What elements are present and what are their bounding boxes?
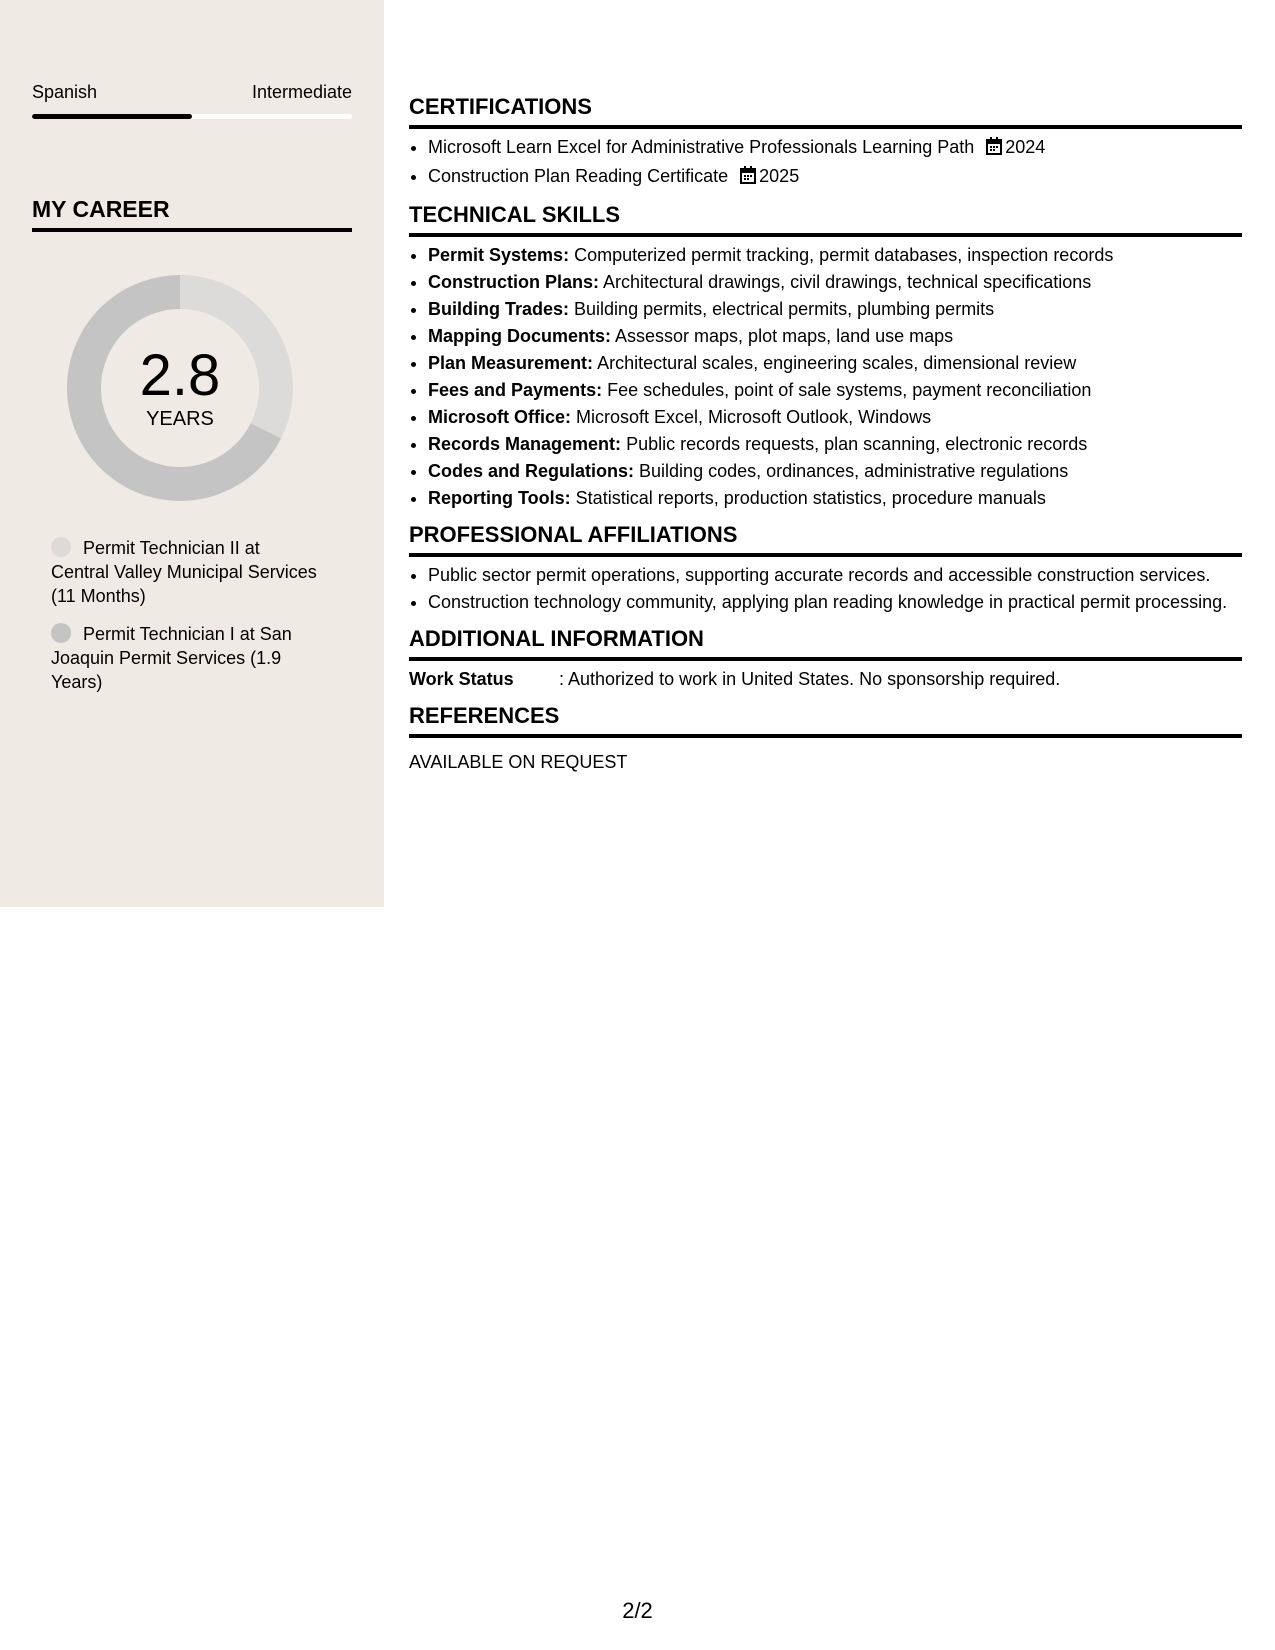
affiliations-list (409, 563, 1242, 614)
certification-item (428, 164, 1242, 190)
affiliations-section (409, 522, 1242, 614)
affiliation-item: • Construction technology community, applying plan reading knowledge in practical permit processing. (428, 590, 1242, 614)
skill-text: Computerized permit tracking, permit databases, inspection records (574, 245, 1114, 265)
career-total-unit: YEARS (146, 407, 214, 430)
certification-name: Construction Plan Reading Certificate (428, 166, 729, 186)
additional-information-section (409, 626, 1242, 691)
career-item-text: Permit Technician I at San Joaquin Permit Services (1.9 Years) (51, 624, 292, 692)
skill-label: Construction Plans: (428, 272, 600, 292)
certification-year: 2024 (1005, 137, 1046, 157)
skill-item (428, 270, 1242, 294)
certifications-list (409, 135, 1242, 190)
skill-text: Building permits, electrical permits, plumbing permits (574, 299, 995, 319)
skill-text: Architectural drawings, civil drawings, technical specifications (603, 272, 1092, 292)
work-status-row (409, 667, 1242, 691)
affiliation-item: • Public sector permit operations, supporting accurate records and accessible construction services. (428, 563, 1242, 587)
technical-skills-section (409, 202, 1242, 510)
skill-text: Assessor maps, plot maps, land use maps (615, 326, 954, 346)
additional-information-title: ADDITIONAL INFORMATION (409, 626, 1242, 661)
career-legend-dot-icon (51, 537, 71, 557)
certification-name: Microsoft Learn Excel for Administrative Professionals Learning Path (428, 137, 975, 157)
skill-label: Mapping Documents: (428, 326, 611, 346)
technical-skills-title: TECHNICAL SKILLS (409, 202, 1242, 237)
language-row (32, 82, 352, 103)
sidebar (0, 0, 384, 907)
skill-label: Records Management: (428, 434, 622, 454)
skill-text: Fee schedules, point of sale systems, payment reconciliation (607, 380, 1092, 400)
language-proficiency-fill (32, 114, 192, 119)
calendar-icon (740, 166, 756, 190)
page-number: 2/2 (622, 1598, 653, 1623)
references-section (409, 703, 1242, 774)
skill-item (428, 378, 1242, 402)
affiliations-title: PROFESSIONAL AFFILIATIONS (409, 522, 1242, 557)
calendar-icon (986, 137, 1002, 161)
skill-item (428, 243, 1242, 267)
career-item (51, 622, 321, 694)
career-list (51, 536, 321, 708)
skill-text: Statistical reports, production statistics, procedure manuals (575, 488, 1046, 508)
certifications-title: CERTIFICATIONS (409, 94, 1242, 129)
skill-item (428, 405, 1242, 429)
career-heading: MY CAREER (32, 196, 352, 232)
skill-item (428, 432, 1242, 456)
language-name: Spanish (32, 82, 98, 102)
references-text: AVAILABLE ON REQUEST (409, 752, 628, 772)
skill-label: Building Trades: (428, 299, 570, 319)
references-title: REFERENCES (409, 703, 1242, 738)
skill-text: Microsoft Excel, Microsoft Outlook, Windows (576, 407, 932, 427)
skill-label: Reporting Tools: (428, 488, 571, 508)
skill-item (428, 351, 1242, 375)
work-status-label: Work Status (409, 669, 514, 689)
work-status-value: : Authorized to work in United States. No sponsorship required. (559, 669, 1061, 689)
certifications-section (409, 94, 1242, 190)
skill-text: Architectural scales, engineering scales, dimensional review (597, 353, 1077, 373)
certification-item (428, 135, 1242, 161)
certification-year: 2025 (759, 166, 800, 186)
career-total (66, 274, 294, 502)
language-proficiency-bar (32, 114, 352, 119)
skill-text: Public records requests, plan scanning, electronic records (626, 434, 1088, 454)
skill-label: Plan Measurement: (428, 353, 594, 373)
skill-item (428, 459, 1242, 483)
technical-skills-list (409, 243, 1242, 510)
skill-label: Codes and Regulations: (428, 461, 635, 481)
career-item (51, 536, 321, 608)
skill-item (428, 486, 1242, 510)
language-level: Intermediate (251, 82, 352, 102)
main-content (409, 94, 1242, 786)
skill-label: Permit Systems: (428, 245, 570, 265)
skill-text: Building codes, ordinances, administrative regulations (639, 461, 1069, 481)
skill-item (428, 324, 1242, 348)
skill-label: Fees and Payments: (428, 380, 603, 400)
career-legend-dot-icon (51, 623, 71, 643)
career-item-text: Permit Technician II at Central Valley Municipal Services (11 Months) (51, 538, 317, 606)
career-total-value: 2.8 (139, 342, 221, 408)
skill-label: Microsoft Office: (428, 407, 572, 427)
skill-item (428, 297, 1242, 321)
